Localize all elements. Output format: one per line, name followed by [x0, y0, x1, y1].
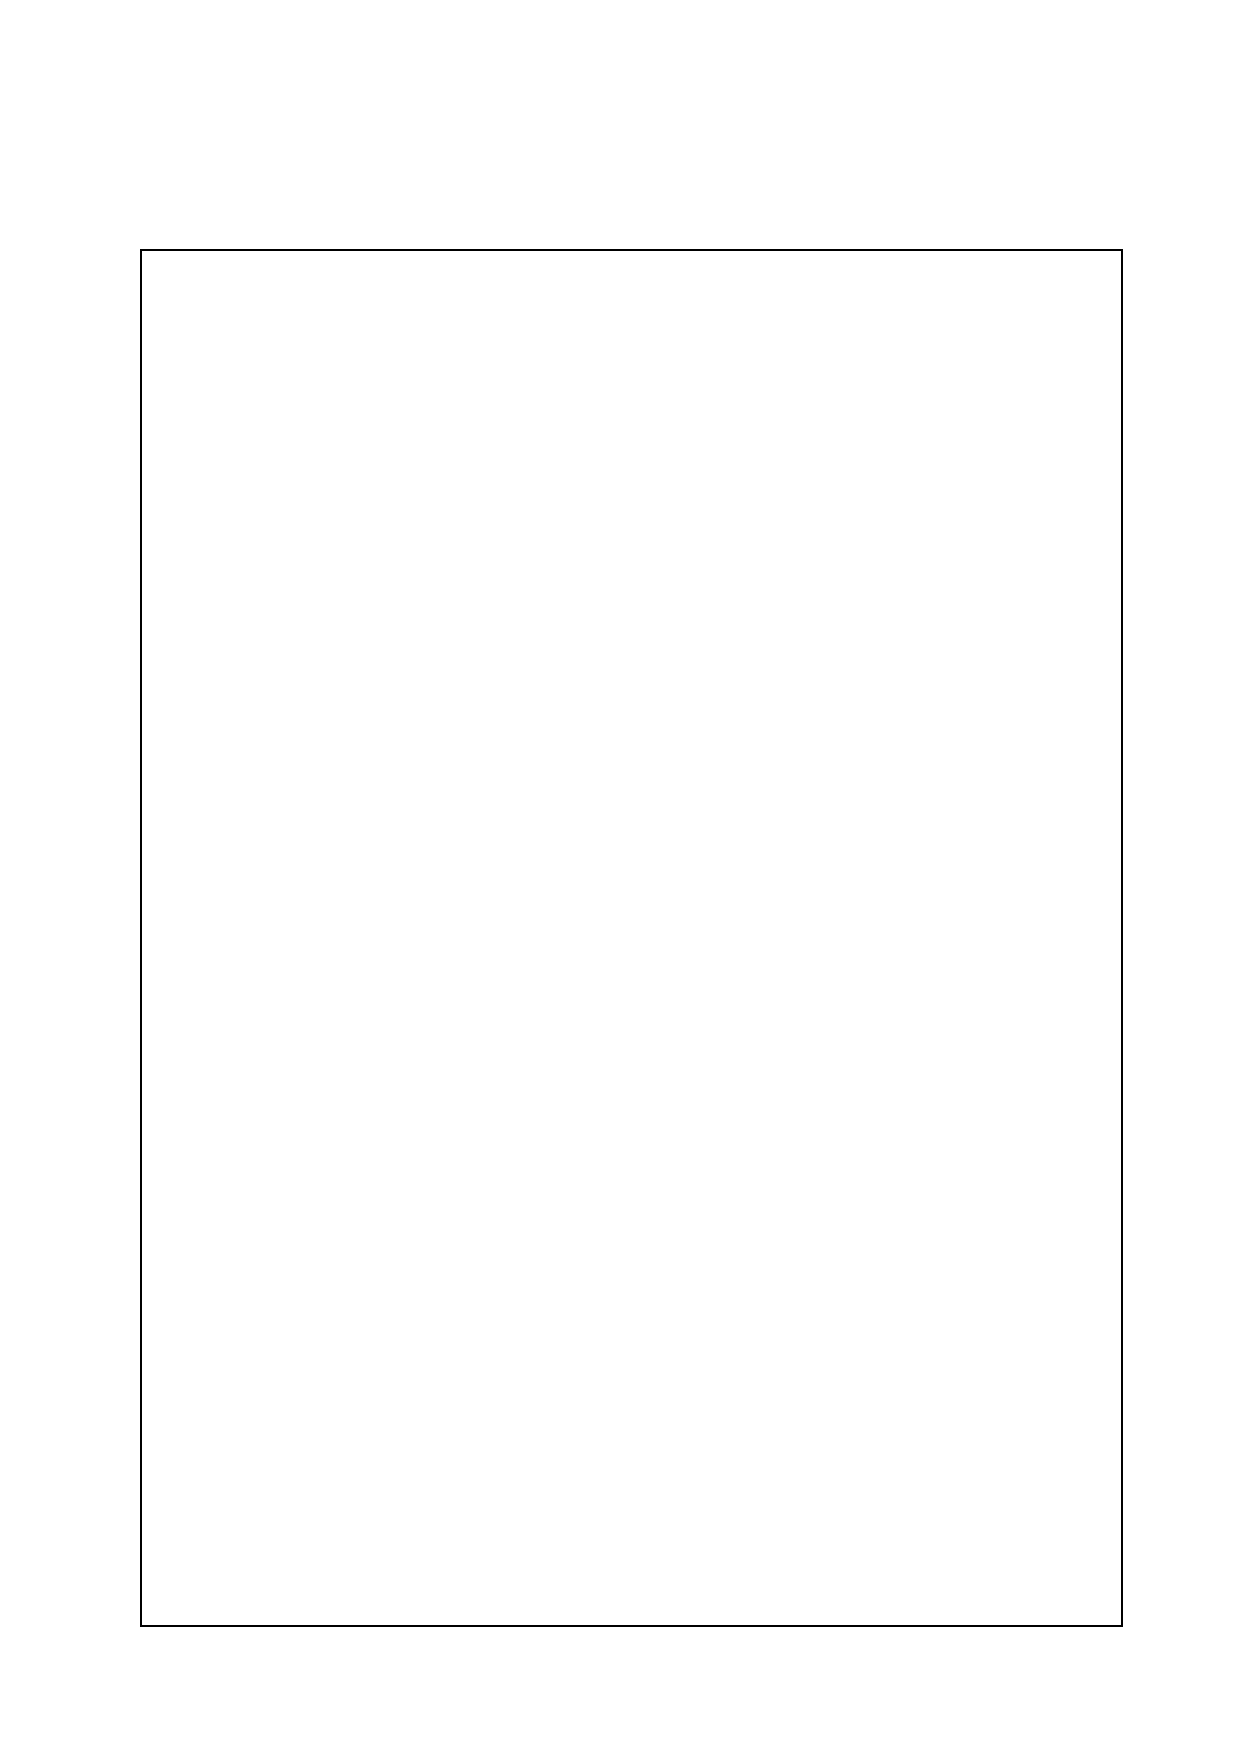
practice-sheet: [140, 249, 1123, 1627]
worksheet-header: [146, 196, 1126, 246]
